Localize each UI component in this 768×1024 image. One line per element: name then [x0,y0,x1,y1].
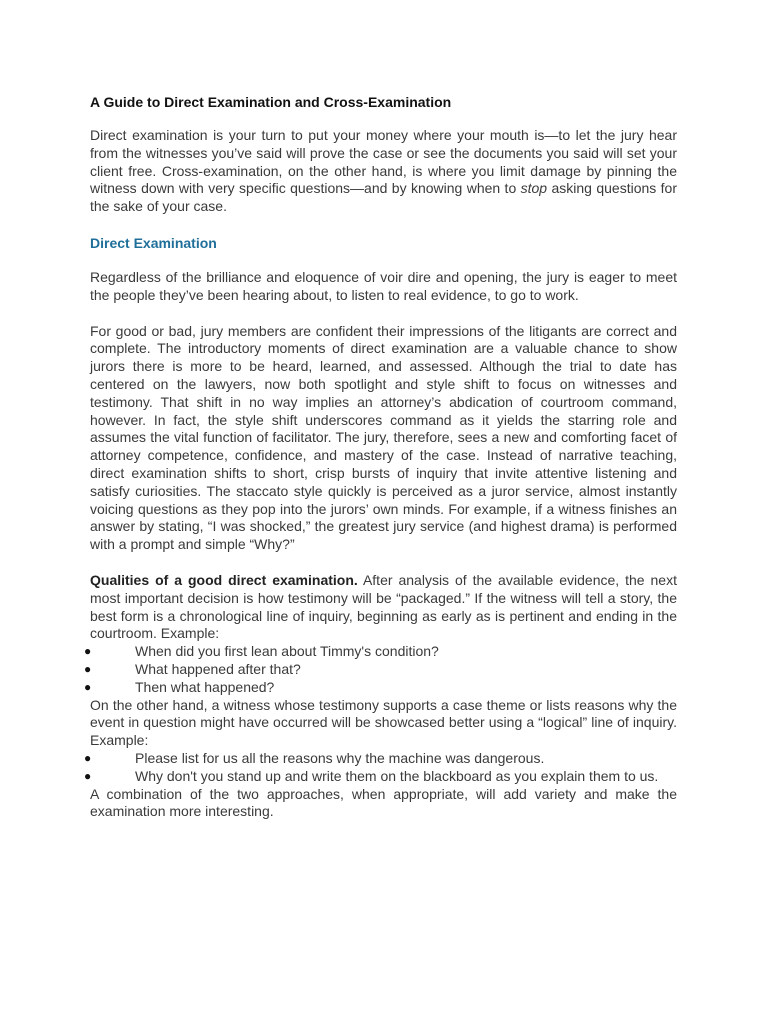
list-item [84,767,677,786]
list-item-text: When did you first lean about Timmy's condition? [135,643,439,660]
bullet-icon: ● [84,750,92,765]
intro-text-start: Direct examination is your turn to put your money where your mouth is—to let the jury hear from the witnesses you’ve said will prove the case or see the documents you said will set your client free. Cross-examination, on the other hand, is where you limit damage by pinning the witness down with very specific questions—and by knowing when to [90,127,677,197]
list-item [84,660,677,679]
qualities-lead: Qualities of a good direct examination. [90,571,358,588]
list-item-text: Why don't you stand up and write them on the blackboard as you explain them to us. [135,767,659,784]
paragraph-jury-eager: Regardless of the brilliance and eloquence of voir dire and opening, the jury is eager to meet the people they’ve been hearing about, to listen to real evidence, to go to work. [90,268,677,303]
bullet-icon: ● [84,679,92,694]
paragraph-combination: A combination of the two approaches, when appropriate, will add variety and make the examination more interesting. [90,785,677,820]
intro-emphasis: stop [520,180,548,197]
list-item-text: Please list for us all the reasons why the machine was dangerous. [135,749,545,766]
bullet-icon: ● [84,661,92,676]
section-heading-direct-examination: Direct Examination [90,234,217,251]
paragraph-qualities [90,572,677,643]
paragraph-jury-confident: For good or bad, jury members are confident their impressions of the litigants are correct and complete. The introductory moments of direct examination are a valuable chance to show jurors there is more to be heard, learned, and assessed. Although the trial to date has centered on the lawyers, now both spotlight and style shift to focus on witnesses and testimony. That shift in no way implies an attorney’s abdication of courtroom command, however. In fact, the style shift underscores command as it yields the starring role and assumes the vital function of facilitator. The jury, therefore, sees a new and comforting facet of attorney competence, confidence, and mastery of the case. Instead of narrative teaching, direct examination shifts to short, crisp bursts of inquiry that invite attentive listening and satisfy curiosities. The staccato style quickly is perceived as a juror service, almost instantly voicing questions as they pop into the jurors’ own minds. For example, if a witness finishes an answer by stating, “I was shocked,” the greatest jury service (and highest drama) is performed with a prompt and simple “Why?” [90,322,677,553]
logical-example-list [84,749,677,786]
chronological-example-list [84,643,677,696]
list-item [84,749,677,768]
intro-paragraph [90,127,677,216]
bullet-icon: ● [84,768,92,783]
paragraph-logical-inquiry: On the other hand, a witness whose testimony supports a case theme or lists reasons why the event in question might have occurred will be showcased better using a “logical” line of inquiry. Example: [90,696,677,749]
document-title: A Guide to Direct Examination and Cross-Examination [90,94,452,110]
list-item-text: Then what happened? [135,678,275,695]
document-page [84,93,677,821]
list-item-text: What happened after that? [135,660,301,677]
qualities-text: After analysis of the available evidence, the next most important decision is how testimony will be “packaged.” If the witness will tell a story, the best form is a chronological line of inquiry, beginning as early as is pertinent and ending in the courtroom. Example: [90,571,677,642]
intro-text-end: asking questions for the sake of your case. [90,180,677,215]
list-item [84,643,677,661]
list-item [84,678,677,697]
bullet-icon: ● [84,644,92,659]
